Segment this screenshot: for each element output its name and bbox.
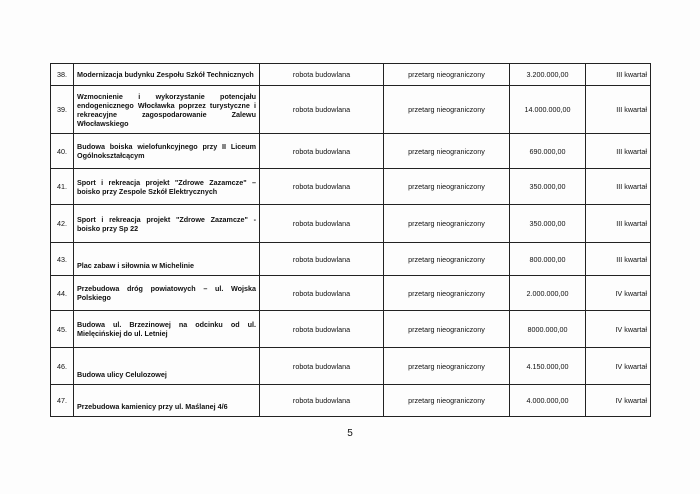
quarter: III kwartał bbox=[586, 86, 651, 134]
quarter: III kwartał bbox=[586, 205, 651, 243]
estimated-value: 14.000.000,00 bbox=[510, 86, 586, 134]
estimated-value: 3.200.000,00 bbox=[510, 64, 586, 86]
estimated-value: 350.000,00 bbox=[510, 205, 586, 243]
estimated-value: 8000.000,00 bbox=[510, 311, 586, 348]
procurement-mode: przetarg nieograniczony bbox=[384, 205, 510, 243]
procurement-table bbox=[50, 63, 651, 417]
task-name: Wzmocnienie i wykorzystanie potencjału endogenicznego Włocławka poprzez turystyczne i rekreacyjne zagospodarowanie Zalewu Włocławskiego bbox=[74, 86, 260, 134]
task-name: Budowa ulicy Celulozowej bbox=[74, 348, 260, 385]
table-row bbox=[51, 205, 651, 243]
table-row bbox=[51, 243, 651, 276]
procurement-mode: przetarg nieograniczony bbox=[384, 86, 510, 134]
row-number: 46. bbox=[51, 348, 74, 385]
row-number: 43. bbox=[51, 243, 74, 276]
table-row bbox=[51, 134, 651, 169]
order-type: robota budowlana bbox=[260, 243, 384, 276]
estimated-value: 690.000,00 bbox=[510, 134, 586, 169]
estimated-value: 4.150.000,00 bbox=[510, 348, 586, 385]
procurement-mode: przetarg nieograniczony bbox=[384, 169, 510, 205]
task-name: Modernizacja budynku Zespołu Szkół Technicznych bbox=[74, 64, 260, 86]
task-name: Sport i rekreacja projekt "Zdrowe Zazamcze" - boisko przy Sp 22 bbox=[74, 205, 260, 243]
order-type: robota budowlana bbox=[260, 311, 384, 348]
row-number: 44. bbox=[51, 276, 74, 311]
table-row bbox=[51, 311, 651, 348]
row-number: 39. bbox=[51, 86, 74, 134]
order-type: robota budowlana bbox=[260, 348, 384, 385]
quarter: III kwartał bbox=[586, 134, 651, 169]
procurement-mode: przetarg nieograniczony bbox=[384, 276, 510, 311]
row-number: 42. bbox=[51, 205, 74, 243]
row-number: 40. bbox=[51, 134, 74, 169]
task-name: Przebudowa kamienicy przy ul. Maślanej 4/6 bbox=[74, 385, 260, 417]
order-type: robota budowlana bbox=[260, 86, 384, 134]
task-name: Budowa ul. Brzezinowej na odcinku od ul. Mielęcińskiej do ul. Letniej bbox=[74, 311, 260, 348]
table-row bbox=[51, 86, 651, 134]
row-number: 38. bbox=[51, 64, 74, 86]
row-number: 47. bbox=[51, 385, 74, 417]
table-row bbox=[51, 276, 651, 311]
row-number: 45. bbox=[51, 311, 74, 348]
quarter: III kwartał bbox=[586, 243, 651, 276]
order-type: robota budowlana bbox=[260, 276, 384, 311]
quarter: IV kwartał bbox=[586, 348, 651, 385]
procurement-mode: przetarg nieograniczony bbox=[384, 134, 510, 169]
task-name: Budowa boiska wielofunkcyjnego przy II Liceum Ogólnokształcącym bbox=[74, 134, 260, 169]
procurement-mode: przetarg nieograniczony bbox=[384, 348, 510, 385]
quarter: IV kwartał bbox=[586, 385, 651, 417]
task-name: Sport i rekreacja projekt "Zdrowe Zazamcze" – boisko przy Zespole Szkół Elektrycznych bbox=[74, 169, 260, 205]
estimated-value: 800.000,00 bbox=[510, 243, 586, 276]
order-type: robota budowlana bbox=[260, 385, 384, 417]
quarter: III kwartał bbox=[586, 169, 651, 205]
estimated-value: 4.000.000,00 bbox=[510, 385, 586, 417]
task-name: Przebudowa dróg powiatowych – ul. Wojska Polskiego bbox=[74, 276, 260, 311]
table-row bbox=[51, 64, 651, 86]
order-type: robota budowlana bbox=[260, 169, 384, 205]
table-row bbox=[51, 348, 651, 385]
table-row bbox=[51, 169, 651, 205]
table-row bbox=[51, 385, 651, 417]
quarter: III kwartał bbox=[586, 64, 651, 86]
order-type: robota budowlana bbox=[260, 205, 384, 243]
order-type: robota budowlana bbox=[260, 64, 384, 86]
procurement-mode: przetarg nieograniczony bbox=[384, 311, 510, 348]
estimated-value: 2.000.000,00 bbox=[510, 276, 586, 311]
row-number: 41. bbox=[51, 169, 74, 205]
estimated-value: 350.000,00 bbox=[510, 169, 586, 205]
procurement-mode: przetarg nieograniczony bbox=[384, 385, 510, 417]
procurement-mode: przetarg nieograniczony bbox=[384, 243, 510, 276]
page-number: 5 bbox=[347, 428, 353, 439]
order-type: robota budowlana bbox=[260, 134, 384, 169]
task-name: Plac zabaw i siłownia w Michelinie bbox=[74, 243, 260, 276]
quarter: IV kwartał bbox=[586, 311, 651, 348]
procurement-mode: przetarg nieograniczony bbox=[384, 64, 510, 86]
quarter: IV kwartał bbox=[586, 276, 651, 311]
